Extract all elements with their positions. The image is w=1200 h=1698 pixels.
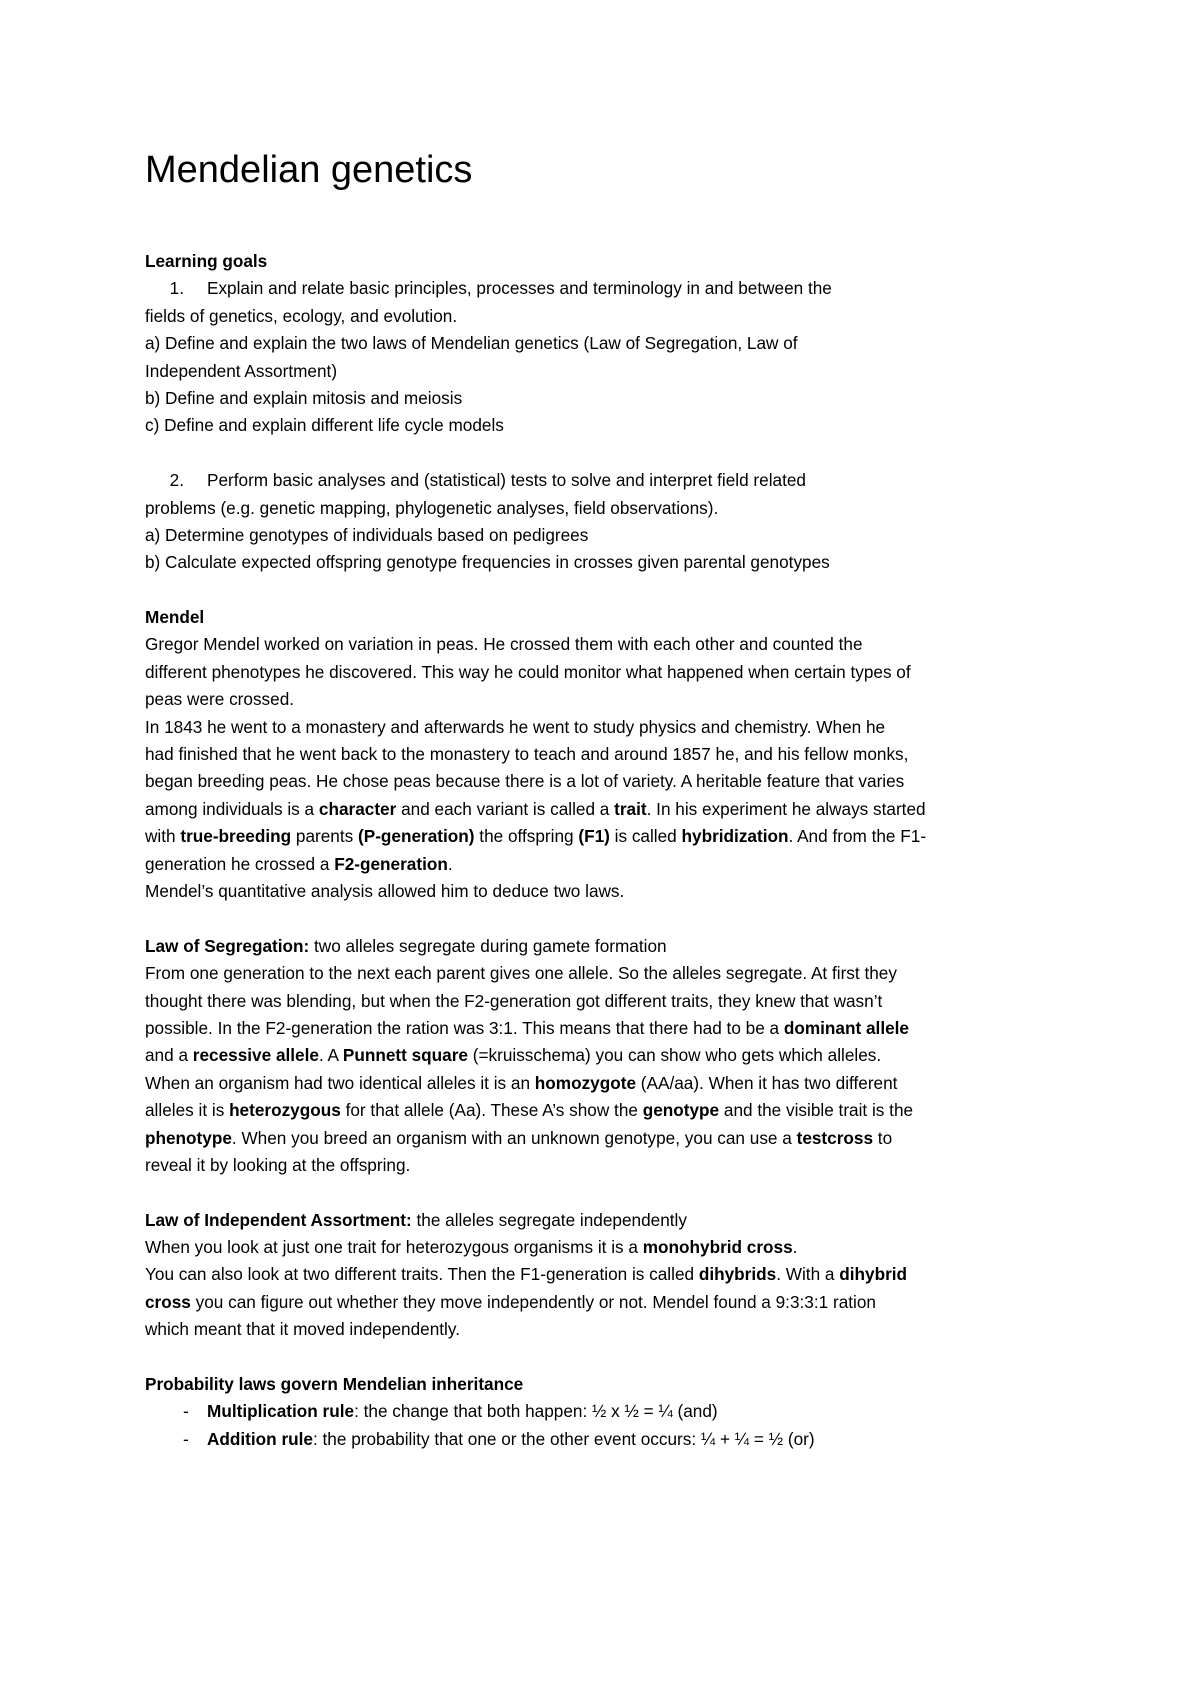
text-run: possible. In the F2-generation the ration was 3:1. This means that there had to be a bbox=[145, 1017, 784, 1038]
term-cross: cross bbox=[145, 1291, 191, 1312]
text-run: . With a bbox=[776, 1264, 840, 1285]
goal-2-line bbox=[145, 467, 1075, 494]
text-run: with bbox=[145, 826, 181, 847]
dash-bullet: - bbox=[183, 1401, 189, 1422]
text-run: . In his experiment he always started bbox=[646, 798, 926, 819]
text-run: and a bbox=[145, 1045, 193, 1066]
learning-goals-heading: Learning goals bbox=[145, 251, 268, 271]
term-dominant-allele: dominant allele bbox=[783, 1017, 909, 1038]
independent-line-3 bbox=[145, 1289, 1075, 1316]
mendel-line-9 bbox=[145, 851, 1075, 878]
text-run: to bbox=[873, 1127, 893, 1148]
goal-1-text: Explain and relate basic principles, processes and terminology in and between the bbox=[207, 278, 832, 299]
probability-item-multiplication bbox=[145, 1398, 1075, 1425]
term-testcross: testcross bbox=[796, 1127, 874, 1148]
text-run: (AA/aa). When it has two different bbox=[636, 1072, 898, 1093]
text-run: (=kruisschema) you can show who gets which alleles. bbox=[467, 1045, 882, 1066]
text-run: and the visible trait is the bbox=[719, 1100, 914, 1121]
term-genotype: genotype bbox=[642, 1100, 720, 1121]
text-run: alleles it is bbox=[145, 1100, 230, 1121]
text-run: When you look at just one trait for heterozygous organisms it is a bbox=[145, 1237, 643, 1258]
mendel-heading: Mendel bbox=[145, 607, 205, 628]
term-dihybrid: dihybrid bbox=[839, 1264, 908, 1285]
goal-2b-line: b) Calculate expected offspring genotype frequencies in crosses given parental genotypes bbox=[145, 552, 830, 573]
text-run: is called bbox=[609, 826, 682, 847]
term-recessive-allele: recessive allele bbox=[192, 1045, 319, 1066]
mendel-line-2: different phenotypes he discovered. This way he could monitor what happened when certain types of bbox=[145, 661, 911, 682]
text-run: you can figure out whether they move independently or not. Mendel found a 9:3:3:1 ration bbox=[190, 1291, 876, 1312]
probability-item-addition bbox=[145, 1426, 1075, 1453]
segregation-line-4 bbox=[145, 1042, 1075, 1069]
mendel-line-5: had finished that he went back to the monastery to teach and around 1857 he, and his fellow monks, bbox=[145, 744, 909, 765]
segregation-line-7 bbox=[145, 1125, 1075, 1152]
term-f2-generation: F2-generation bbox=[334, 853, 448, 874]
term-dihybrids: dihybrids bbox=[698, 1264, 777, 1285]
term-trait: trait bbox=[614, 798, 647, 819]
term-homozygote: homozygote bbox=[534, 1072, 637, 1093]
independent-heading-label: Law of Independent Assortment: bbox=[145, 1209, 412, 1230]
segregation-line-1: From one generation to the next each parent gives one allele. So the alleles segregate. At first they bbox=[145, 963, 897, 984]
spacer bbox=[145, 905, 1075, 932]
goal-2a-line: a) Determine genotypes of individuals based on pedigrees bbox=[145, 524, 589, 545]
mendel-line-4: In 1843 he went to a monastery and afterwards he went to study physics and chemistry. When he bbox=[145, 716, 886, 737]
document-body bbox=[145, 248, 1075, 1453]
goal-1b-line: b) Define and explain mitosis and meiosis bbox=[145, 387, 463, 408]
segregation-heading-label: Law of Segregation: bbox=[145, 935, 310, 956]
term-hybridization: hybridization bbox=[681, 826, 789, 847]
mendel-line-3: peas were crossed. bbox=[145, 689, 295, 710]
text-run: the offspring bbox=[474, 826, 579, 847]
segregation-heading bbox=[145, 933, 1075, 960]
mendel-line-7 bbox=[145, 796, 1075, 823]
goal-2-number: 2. bbox=[169, 470, 184, 491]
term-addition-rule: Addition rule bbox=[207, 1428, 313, 1449]
term-multiplication-rule: Multiplication rule bbox=[207, 1401, 355, 1422]
goal-1-line bbox=[145, 275, 1075, 302]
spacer bbox=[145, 440, 1075, 467]
mendel-line-6: began breeding peas. He chose peas because there is a lot of variety. A heritable feature that varies bbox=[145, 771, 905, 792]
text-run: You can also look at two different traits. Then the F1-generation is called bbox=[145, 1264, 699, 1285]
independent-heading-text: the alleles segregate independently bbox=[411, 1209, 687, 1230]
probability-heading: Probability laws govern Mendelian inheritance bbox=[145, 1374, 524, 1395]
independent-heading bbox=[145, 1207, 1075, 1234]
text-run: When an organism had two identical alleles it is an bbox=[145, 1072, 535, 1093]
text-run: : the probability that one or the other event occurs: ¼ + ¼ = ½ (or) bbox=[312, 1428, 815, 1449]
text-run: . bbox=[447, 853, 453, 874]
text-run: . When you breed an organism with an unknown genotype, you can use a bbox=[231, 1127, 797, 1148]
mendel-line-8 bbox=[145, 823, 1075, 850]
segregation-line-6 bbox=[145, 1097, 1075, 1124]
goal-1a-line: a) Define and explain the two laws of Mendelian genetics (Law of Segregation, Law of bbox=[145, 333, 798, 354]
text-run: parents bbox=[291, 826, 359, 847]
independent-line-2 bbox=[145, 1261, 1075, 1288]
term-p-generation: (P-generation) bbox=[358, 826, 475, 847]
goal-1c-line: c) Define and explain different life cycle models bbox=[145, 415, 504, 436]
segregation-line-8: reveal it by looking at the offspring. bbox=[145, 1154, 411, 1175]
term-f1: (F1) bbox=[578, 826, 610, 847]
independent-line-1 bbox=[145, 1234, 1075, 1261]
dash-bullet: - bbox=[183, 1428, 189, 1449]
independent-line-4: which meant that it moved independently. bbox=[145, 1319, 460, 1340]
segregation-heading-text: two alleles segregate during gamete formation bbox=[309, 935, 667, 956]
text-run: . And from the F1- bbox=[788, 826, 927, 847]
term-true-breeding: true-breeding bbox=[180, 826, 292, 847]
goal-1-continuation: fields of genetics, ecology, and evolution. bbox=[145, 305, 458, 326]
spacer bbox=[145, 577, 1075, 604]
text-run: . bbox=[792, 1237, 798, 1258]
text-run: for that allele (Aa). These A’s show the bbox=[340, 1100, 643, 1121]
goal-1-number: 1. bbox=[169, 278, 184, 299]
mendel-line-10: Mendel’s quantitative analysis allowed him to deduce two laws. bbox=[145, 880, 625, 901]
text-run: . A bbox=[318, 1045, 343, 1066]
term-heterozygous: heterozygous bbox=[229, 1100, 341, 1121]
spacer bbox=[145, 1344, 1075, 1371]
goal-1a-continuation: Independent Assortment) bbox=[145, 360, 338, 381]
goal-2-text: Perform basic analyses and (statistical) tests to solve and interpret field related bbox=[207, 470, 806, 491]
text-run: generation he crossed a bbox=[145, 853, 335, 874]
spacer bbox=[145, 1179, 1075, 1206]
mendel-line-1: Gregor Mendel worked on variation in peas. He crossed them with each other and counted the bbox=[145, 634, 863, 655]
term-character: character bbox=[318, 798, 397, 819]
segregation-line-2: thought there was blending, but when the F2-generation got different traits, they knew that wasn’t bbox=[145, 990, 883, 1011]
goal-2-continuation: problems (e.g. genetic mapping, phylogenetic analyses, field observations). bbox=[145, 497, 719, 518]
text-run: : the change that both happen: ½ x ½ = ¼ (and) bbox=[354, 1401, 718, 1422]
segregation-line-5 bbox=[145, 1070, 1075, 1097]
document-title: Mendelian genetics bbox=[145, 149, 473, 191]
segregation-line-3 bbox=[145, 1015, 1075, 1042]
text-run: among individuals is a bbox=[145, 798, 319, 819]
term-punnett-square: Punnett square bbox=[342, 1045, 468, 1066]
term-phenotype: phenotype bbox=[145, 1127, 232, 1148]
text-run: and each variant is called a bbox=[396, 798, 615, 819]
term-monohybrid-cross: monohybrid cross bbox=[642, 1237, 793, 1258]
